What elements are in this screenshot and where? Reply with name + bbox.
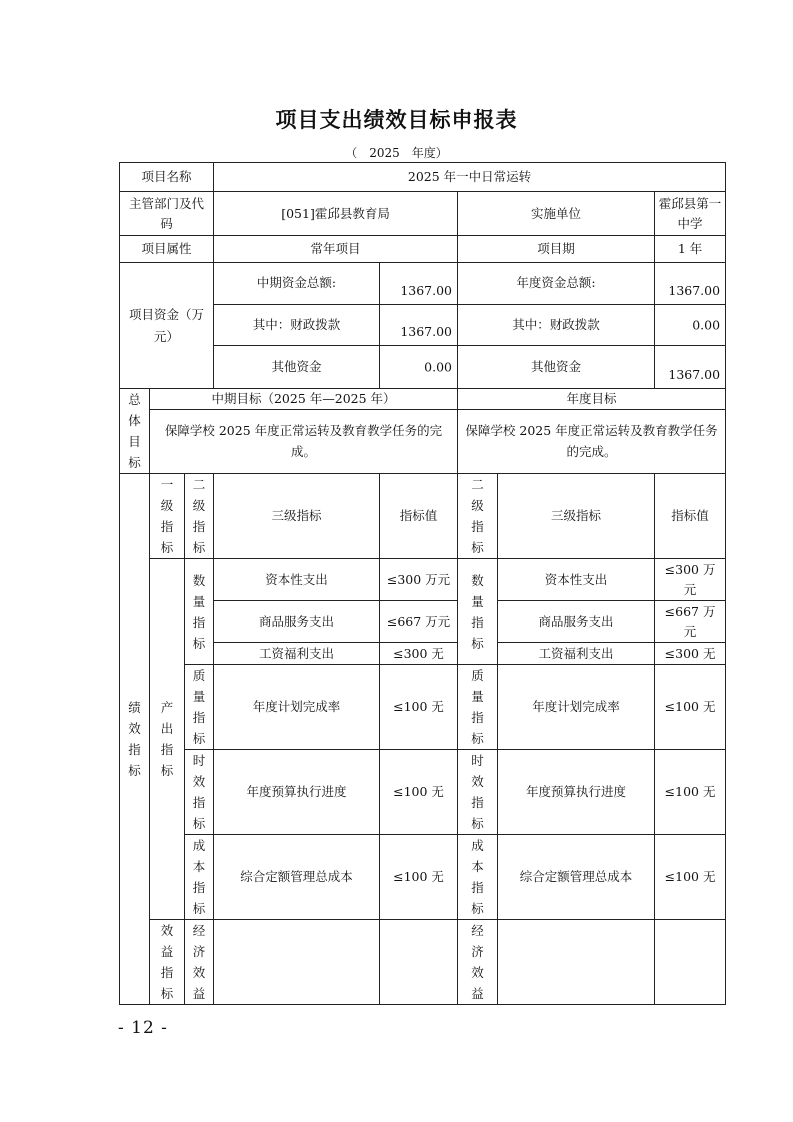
project-name-value: 2025 年一中日常运转 — [214, 163, 726, 192]
year-indicator-name — [498, 920, 655, 1005]
year-other-label: 其他资金 — [458, 346, 655, 389]
indicator-value: ≤667 万元 — [380, 601, 458, 643]
year-indicator-name: 综合定额管理总成本 — [498, 835, 655, 920]
indicator-name: 综合定额管理总成本 — [214, 835, 380, 920]
mid-other-label: 其他资金 — [214, 346, 380, 389]
page-title: 项目支出绩效目标申报表 — [275, 108, 518, 132]
year-indicator-name: 资本性支出 — [498, 559, 655, 601]
mid-other-value: 0.00 — [380, 346, 458, 389]
page-number: - 12 - — [118, 1018, 168, 1038]
dept-value: [051]霍邱县教育局 — [214, 192, 458, 236]
year-total-label: 年度资金总额: — [458, 263, 655, 305]
lvl3-header: 三级指标 — [214, 474, 380, 559]
mid-total-label: 中期资金总额: — [214, 263, 380, 305]
year-indicator-name: 年度计划完成率 — [498, 665, 655, 750]
year-quality-indicator-label: 质 量 指 标 — [458, 665, 498, 750]
timeliness-indicator-label: 时 效 指 标 — [185, 750, 214, 835]
report-year: （ 2025 年度） — [345, 146, 448, 160]
indicator-value: ≤300 无 — [380, 643, 458, 665]
indicator-name: 工资福利支出 — [214, 643, 380, 665]
quality-indicator-label: 质 量 指 标 — [185, 665, 214, 750]
benefit-indicator-label: 效 益 指 标 — [150, 920, 185, 1005]
year-economic-benefit-label: 经 济 效 益 — [458, 920, 498, 1005]
year-indicator-value: ≤300 万元 — [655, 559, 726, 601]
overall-goal-label: 总 体 目 标 — [120, 389, 150, 474]
year-indicator-value: ≤667 万元 — [655, 601, 726, 643]
attr-value: 常年项目 — [214, 236, 458, 263]
impl-unit-label: 实施单位 — [458, 192, 655, 236]
funds-label: 项目资金（万元） — [120, 263, 214, 389]
year-other-value: 1367.00 — [655, 346, 726, 389]
mid-goal-header: 中期目标（2025 年—2025 年） — [150, 389, 458, 410]
indicator-value: ≤100 无 — [380, 665, 458, 750]
year-timeliness-indicator-label: 时 效 指 标 — [458, 750, 498, 835]
indicator-value: ≤100 无 — [380, 750, 458, 835]
year-lvl3-header: 三级指标 — [498, 474, 655, 559]
perf-indicator-label: 绩 效 指 标 — [120, 474, 150, 1005]
year-lvl2-header: 二 级 指 标 — [458, 474, 498, 559]
mid-total-value: 1367.00 — [380, 263, 458, 305]
year-indicator-value: ≤100 无 — [655, 665, 726, 750]
mid-fiscal-value: 1367.00 — [380, 305, 458, 346]
year-indicator-value: ≤300 无 — [655, 643, 726, 665]
dept-label: 主管部门及代码 — [120, 192, 214, 236]
year-indicator-value — [655, 920, 726, 1005]
year-indicator-name: 工资福利支出 — [498, 643, 655, 665]
mid-goal-text: 保障学校 2025 年度正常运转及教育教学任务的完成。 — [150, 409, 458, 473]
impl-unit-value: 霍邱县第一中学 — [655, 192, 726, 236]
year-goal-text: 保障学校 2025 年度正常运转及教育教学任务的完成。 — [458, 409, 726, 473]
indicator-name: 年度计划完成率 — [214, 665, 380, 750]
indicator-name — [214, 920, 380, 1005]
attr-label: 项目属性 — [120, 236, 214, 263]
year-goal-header: 年度目标 — [458, 389, 726, 410]
value-header: 指标值 — [380, 474, 458, 559]
indicator-name: 资本性支出 — [214, 559, 380, 601]
year-fiscal-label: 其中：财政拨款 — [458, 305, 655, 346]
year-cost-indicator-label: 成 本 指 标 — [458, 835, 498, 920]
year-value-header: 指标值 — [655, 474, 726, 559]
period-value: 1 年 — [655, 236, 726, 263]
period-label: 项目期 — [458, 236, 655, 263]
year-indicator-value: ≤100 无 — [655, 835, 726, 920]
indicator-name: 年度预算执行进度 — [214, 750, 380, 835]
economic-benefit-label: 经 济 效 益 — [185, 920, 214, 1005]
indicator-value: ≤100 无 — [380, 835, 458, 920]
year-indicator-value: ≤100 无 — [655, 750, 726, 835]
indicator-value: ≤300 万元 — [380, 559, 458, 601]
year-quantity-indicator-label: 数 量 指 标 — [458, 559, 498, 665]
year-total-value: 1367.00 — [655, 263, 726, 305]
lvl2-header: 二 级 指 标 — [185, 474, 214, 559]
year-indicator-name: 年度预算执行进度 — [498, 750, 655, 835]
mid-fiscal-label: 其中：财政拨款 — [214, 305, 380, 346]
cost-indicator-label: 成 本 指 标 — [185, 835, 214, 920]
quantity-indicator-label: 数 量 指 标 — [185, 559, 214, 665]
output-indicator-label: 产 出 指 标 — [150, 559, 185, 920]
project-name-label: 项目名称 — [120, 163, 214, 192]
year-indicator-name: 商品服务支出 — [498, 601, 655, 643]
indicator-name: 商品服务支出 — [214, 601, 380, 643]
performance-goal-table — [119, 162, 726, 1005]
year-fiscal-value: 0.00 — [655, 305, 726, 346]
indicator-value — [380, 920, 458, 1005]
lvl1-header: 一 级 指 标 — [150, 474, 185, 559]
